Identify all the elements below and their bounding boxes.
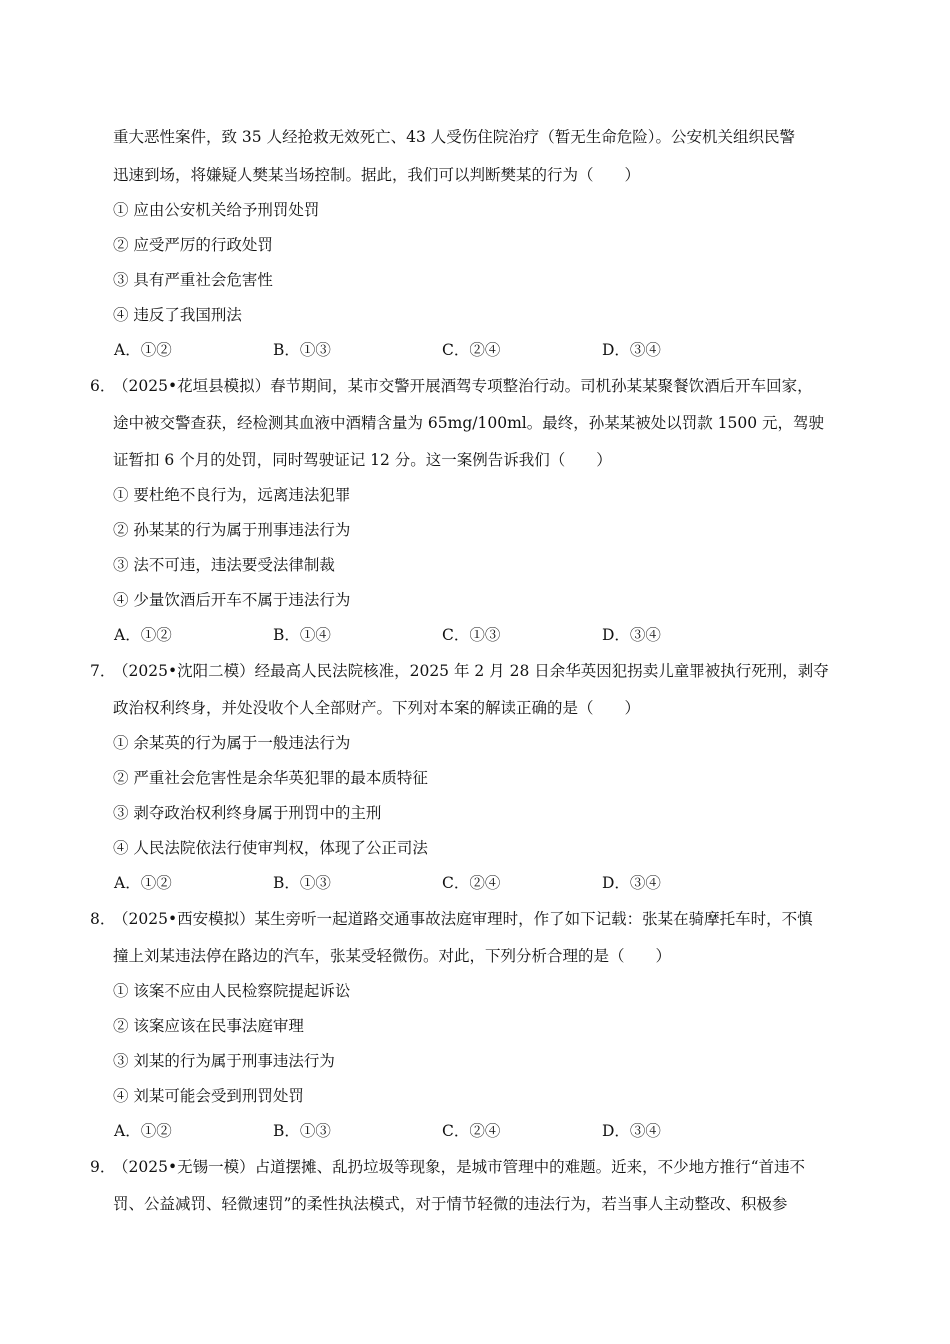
q8-choice-d[interactable]: D．③④ — [602, 1122, 661, 1140]
q5-choice-b[interactable]: B．①③ — [273, 341, 331, 359]
q6-choice-a[interactable]: A．①② — [114, 626, 172, 644]
q6-item-1: ① 要杜绝不良行为，远离违法犯罪 — [113, 486, 351, 504]
q7-item-1: ① 余某英的行为属于一般违法行为 — [113, 734, 351, 752]
q6-choice-c[interactable]: C．①③ — [442, 626, 501, 644]
q5-choice-c[interactable]: C．②④ — [442, 341, 501, 359]
q8-choice-a[interactable]: A．①② — [114, 1122, 172, 1140]
q6-choice-d[interactable]: D．③④ — [602, 626, 661, 644]
q6-text-line-3: 证暂扣 6 个月的处罚，同时驾驶证记 12 分。这一案例告诉我们（ ） — [113, 451, 612, 469]
q9-text-line-1: （2025•无锡一模）占道摆摊、乱扔垃圾等现象，是城市管理中的难题。近来，不少地方推行“首违不 — [113, 1158, 806, 1176]
q8-item-2: ② 该案应该在民事法庭审理 — [113, 1017, 304, 1035]
q7-choice-a[interactable]: A．①② — [114, 874, 172, 892]
q5-item-3: ③ 具有严重社会危害性 — [113, 271, 273, 289]
q5-text-line-1: 重大恶性案件，致 35 人经抢救无效死亡、43 人受伤住院治疗（暂无生命危险）。公安机关组织民警 — [113, 128, 795, 146]
q7-item-3: ③ 剥夺政治权利终身属于刑罚中的主刑 — [113, 804, 382, 822]
q5-item-1: ① 应由公安机关给予刑罚处罚 — [113, 201, 320, 219]
q8-text-line-2: 撞上刘某违法停在路边的汽车，张某受轻微伤。对此，下列分析合理的是（ ） — [113, 947, 672, 965]
q7-choice-b[interactable]: B．①③ — [273, 874, 331, 892]
q6-item-2: ② 孙某某的行为属于刑事违法行为 — [113, 521, 351, 539]
q7-choice-c[interactable]: C．②④ — [442, 874, 501, 892]
q8-item-4: ④ 刘某可能会受到刑罚处罚 — [113, 1087, 304, 1105]
q5-item-4: ④ 违反了我国刑法 — [113, 306, 242, 324]
q9-text-line-2: 罚、公益减罚、轻微速罚”的柔性执法模式，对于情节轻微的违法行为，若当事人主动整改、积极参 — [113, 1195, 788, 1213]
q8-choice-c[interactable]: C．②④ — [442, 1122, 501, 1140]
q6-item-4: ④ 少量饮酒后开车不属于违法行为 — [113, 591, 351, 609]
q6-choice-b[interactable]: B．①④ — [273, 626, 331, 644]
q5-choice-d[interactable]: D．③④ — [602, 341, 661, 359]
q7-text-line-1: （2025•沈阳二模）经最高人民法院核准，2025 年 2 月 28 日余华英因犯拐卖儿童罪被执行死刑，剥夺 — [113, 662, 829, 680]
q7-text-line-2: 政治权利终身，并处没收个人全部财产。下列对本案的解读正确的是（ ） — [113, 699, 641, 717]
q7-item-2: ② 严重社会危害性是余华英犯罪的最本质特征 — [113, 769, 428, 787]
q7-choice-d[interactable]: D．③④ — [602, 874, 661, 892]
q6-number: 6． — [90, 377, 116, 395]
q7-item-4: ④ 人民法院依法行使审判权，体现了公正司法 — [113, 839, 428, 857]
q8-choice-b[interactable]: B．①③ — [273, 1122, 331, 1140]
q6-text-line-1: （2025•花垣县模拟）春节期间，某市交警开展酒驾专项整治行动。司机孙某某聚餐饮酒后开车回家， — [113, 377, 813, 395]
q8-item-1: ① 该案不应由人民检察院提起诉讼 — [113, 982, 351, 1000]
q6-text-line-2: 途中被交警查获，经检测其血液中酒精含量为 65mg/100ml。最终，孙某某被处以罚款 1500 元，驾驶 — [113, 414, 825, 432]
q5-text-line-2: 迅速到场，将嫌疑人樊某当场控制。据此，我们可以判断樊某的行为（ ） — [113, 166, 641, 184]
q8-text-line-1: （2025•西安模拟）某生旁听一起道路交通事故法庭审理时，作了如下记载：张某在骑摩托车时，不慎 — [113, 910, 813, 928]
q5-choice-a[interactable]: A．①② — [114, 341, 172, 359]
q9-number: 9． — [90, 1158, 116, 1176]
q7-number: 7． — [90, 662, 116, 680]
q6-item-3: ③ 法不可违，违法要受法律制裁 — [113, 556, 335, 574]
q8-number: 8． — [90, 910, 116, 928]
q8-item-3: ③ 刘某的行为属于刑事违法行为 — [113, 1052, 335, 1070]
q5-item-2: ② 应受严厉的行政处罚 — [113, 236, 273, 254]
